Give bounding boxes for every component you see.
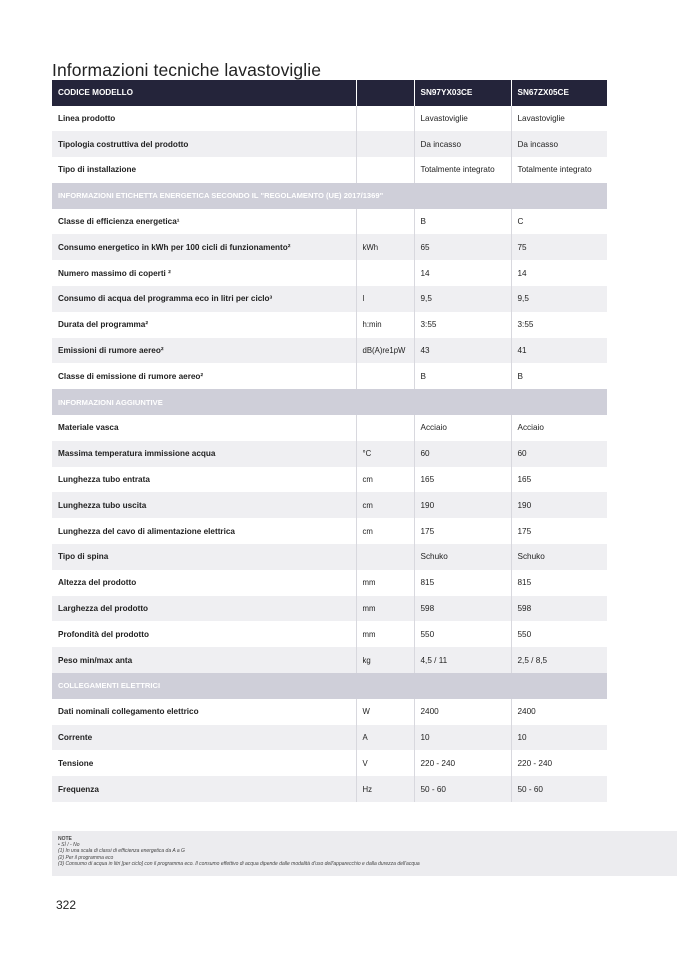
- note-line: (2) Per il programma eco: [58, 854, 114, 861]
- row-unit: [356, 209, 414, 235]
- row-label: Consumo energetico in kWh per 100 cicli di funzionamento²: [52, 234, 356, 260]
- row-value-model-1: 220 - 240: [414, 750, 511, 776]
- table-row: [52, 750, 607, 776]
- table-row: [52, 209, 607, 235]
- row-unit: l: [356, 286, 414, 312]
- row-value-model-1: 10: [414, 725, 511, 751]
- row-value-model-1: 815: [414, 570, 511, 596]
- row-value-model-2: Schuko: [511, 544, 607, 570]
- section-header-row: [52, 673, 607, 699]
- header-model-2: SN67ZX05CE: [511, 80, 607, 106]
- row-value-model-2: 10: [511, 725, 607, 751]
- row-value-model-1: 43: [414, 338, 511, 364]
- row-unit: V: [356, 750, 414, 776]
- note-line: • SÌ / - No: [58, 842, 80, 849]
- section-header-row: [52, 389, 607, 415]
- row-value-model-2: 2400: [511, 699, 607, 725]
- table-row: [52, 518, 607, 544]
- row-value-model-1: 60: [414, 441, 511, 467]
- row-label: Frequenza: [52, 776, 356, 802]
- row-label: Consumo di acqua del programma eco in litri per ciclo³: [52, 286, 356, 312]
- table-row: [52, 415, 607, 441]
- table-row: [52, 467, 607, 493]
- row-unit: [356, 363, 414, 389]
- row-unit: [356, 415, 414, 441]
- note-line: (3) Consumo di acqua in litri [per ciclo] con il programma eco. Il consumo effettivo di acqua dipende dalle modalità d'uso dell'apparecchio e dalla durezza dell'acqua: [58, 860, 420, 867]
- row-label: Altezza del prodotto: [52, 570, 356, 596]
- section-header-row: [52, 183, 607, 209]
- row-label: Profondità del prodotto: [52, 621, 356, 647]
- row-value-model-2: 3:55: [511, 312, 607, 338]
- row-value-model-2: B: [511, 363, 607, 389]
- table-row: [52, 699, 607, 725]
- row-unit: mm: [356, 621, 414, 647]
- row-unit: cm: [356, 492, 414, 518]
- section-title: COLLEGAMENTI ELETTRICI: [52, 673, 607, 699]
- table-row: [52, 157, 607, 183]
- row-label: Numero massimo di coperti ²: [52, 260, 356, 286]
- table-row: [52, 338, 607, 364]
- row-label: Massima temperatura immissione acqua: [52, 441, 356, 467]
- spec-table-body: [52, 80, 607, 802]
- row-value-model-1: 175: [414, 518, 511, 544]
- table-header-row: [52, 80, 607, 106]
- row-label: Tensione: [52, 750, 356, 776]
- row-value-model-1: 50 - 60: [414, 776, 511, 802]
- table-row: [52, 647, 607, 673]
- table-row: [52, 725, 607, 751]
- row-value-model-1: 4,5 / 11: [414, 647, 511, 673]
- table-row: [52, 286, 607, 312]
- row-label: Lunghezza tubo uscita: [52, 492, 356, 518]
- row-value-model-2: 75: [511, 234, 607, 260]
- notes-box: [52, 831, 677, 876]
- row-unit: W: [356, 699, 414, 725]
- row-value-model-1: 3:55: [414, 312, 511, 338]
- row-label: Emissioni di rumore aereo²: [52, 338, 356, 364]
- header-unit: [356, 80, 414, 106]
- table-row: [52, 492, 607, 518]
- row-value-model-1: Schuko: [414, 544, 511, 570]
- row-value-model-1: Lavastoviglie: [414, 106, 511, 132]
- row-label: Classe di efficienza energetica¹: [52, 209, 356, 235]
- page-title: Informazioni tecniche lavastoviglie: [52, 59, 322, 80]
- row-value-model-2: 50 - 60: [511, 776, 607, 802]
- row-value-model-1: Acciaio: [414, 415, 511, 441]
- row-label: Corrente: [52, 725, 356, 751]
- row-unit: kg: [356, 647, 414, 673]
- row-value-model-2: 175: [511, 518, 607, 544]
- row-unit: cm: [356, 467, 414, 493]
- spec-table: [52, 80, 607, 802]
- row-label: Tipo di installazione: [52, 157, 356, 183]
- section-title: INFORMAZIONI AGGIUNTIVE: [52, 389, 607, 415]
- row-value-model-2: Acciaio: [511, 415, 607, 441]
- table-row: [52, 312, 607, 338]
- row-value-model-2: 165: [511, 467, 607, 493]
- row-label: Linea prodotto: [52, 106, 356, 132]
- row-unit: Hz: [356, 776, 414, 802]
- row-value-model-1: Da incasso: [414, 131, 511, 157]
- row-label: Tipologia costruttiva del prodotto: [52, 131, 356, 157]
- row-value-model-1: B: [414, 209, 511, 235]
- row-unit: [356, 544, 414, 570]
- row-label: Durata del programma²: [52, 312, 356, 338]
- table-row: [52, 570, 607, 596]
- page-number: 322: [56, 898, 77, 912]
- row-unit: mm: [356, 570, 414, 596]
- row-value-model-2: 815: [511, 570, 607, 596]
- row-unit: [356, 260, 414, 286]
- row-unit: [356, 157, 414, 183]
- table-row: [52, 544, 607, 570]
- row-value-model-1: 165: [414, 467, 511, 493]
- row-value-model-2: 190: [511, 492, 607, 518]
- table-row: [52, 234, 607, 260]
- row-value-model-1: 550: [414, 621, 511, 647]
- row-value-model-2: Totalmente integrato: [511, 157, 607, 183]
- row-label: Materiale vasca: [52, 415, 356, 441]
- section-title: INFORMAZIONI ETICHETTA ENERGETICA SECONDO IL "REGOLAMENTO (UE) 2017/1369": [52, 183, 607, 209]
- row-unit: [356, 131, 414, 157]
- row-value-model-2: 41: [511, 338, 607, 364]
- table-row: [52, 363, 607, 389]
- row-value-model-1: Totalmente integrato: [414, 157, 511, 183]
- row-unit: °C: [356, 441, 414, 467]
- table-row: [52, 596, 607, 622]
- row-label: Peso min/max anta: [52, 647, 356, 673]
- row-unit: kWh: [356, 234, 414, 260]
- row-value-model-2: 550: [511, 621, 607, 647]
- row-label: Tipo di spina: [52, 544, 356, 570]
- row-value-model-2: C: [511, 209, 607, 235]
- header-model-1: SN97YX03CE: [414, 80, 511, 106]
- note-line: (1) In una scala di classi di efficienza energetica da A a G: [58, 848, 185, 855]
- row-value-model-2: 2,5 / 8,5: [511, 647, 607, 673]
- row-unit: [356, 106, 414, 132]
- table-row: [52, 260, 607, 286]
- row-unit: h:min: [356, 312, 414, 338]
- row-label: Lunghezza tubo entrata: [52, 467, 356, 493]
- row-value-model-1: 190: [414, 492, 511, 518]
- notes-title: NOTE: [58, 836, 72, 842]
- row-value-model-1: 2400: [414, 699, 511, 725]
- row-value-model-1: B: [414, 363, 511, 389]
- row-label: Dati nominali collegamento elettrico: [52, 699, 356, 725]
- row-label: Larghezza del prodotto: [52, 596, 356, 622]
- table-row: [52, 441, 607, 467]
- row-unit: mm: [356, 596, 414, 622]
- row-value-model-1: 65: [414, 234, 511, 260]
- table-row: [52, 621, 607, 647]
- row-label: Lunghezza del cavo di alimentazione elettrica: [52, 518, 356, 544]
- table-row: [52, 776, 607, 802]
- row-value-model-1: 14: [414, 260, 511, 286]
- row-value-model-1: 9,5: [414, 286, 511, 312]
- row-unit: dB(A)re1pW: [356, 338, 414, 364]
- row-label: Classe di emissione di rumore aereo²: [52, 363, 356, 389]
- table-row: [52, 131, 607, 157]
- row-value-model-2: 220 - 240: [511, 750, 607, 776]
- row-unit: cm: [356, 518, 414, 544]
- row-value-model-1: 598: [414, 596, 511, 622]
- row-value-model-2: 9,5: [511, 286, 607, 312]
- header-model-code: CODICE MODELLO: [52, 80, 356, 106]
- row-value-model-2: Lavastoviglie: [511, 106, 607, 132]
- row-value-model-2: Da incasso: [511, 131, 607, 157]
- row-unit: A: [356, 725, 414, 751]
- row-value-model-2: 598: [511, 596, 607, 622]
- row-value-model-2: 14: [511, 260, 607, 286]
- row-value-model-2: 60: [511, 441, 607, 467]
- table-row: [52, 106, 607, 132]
